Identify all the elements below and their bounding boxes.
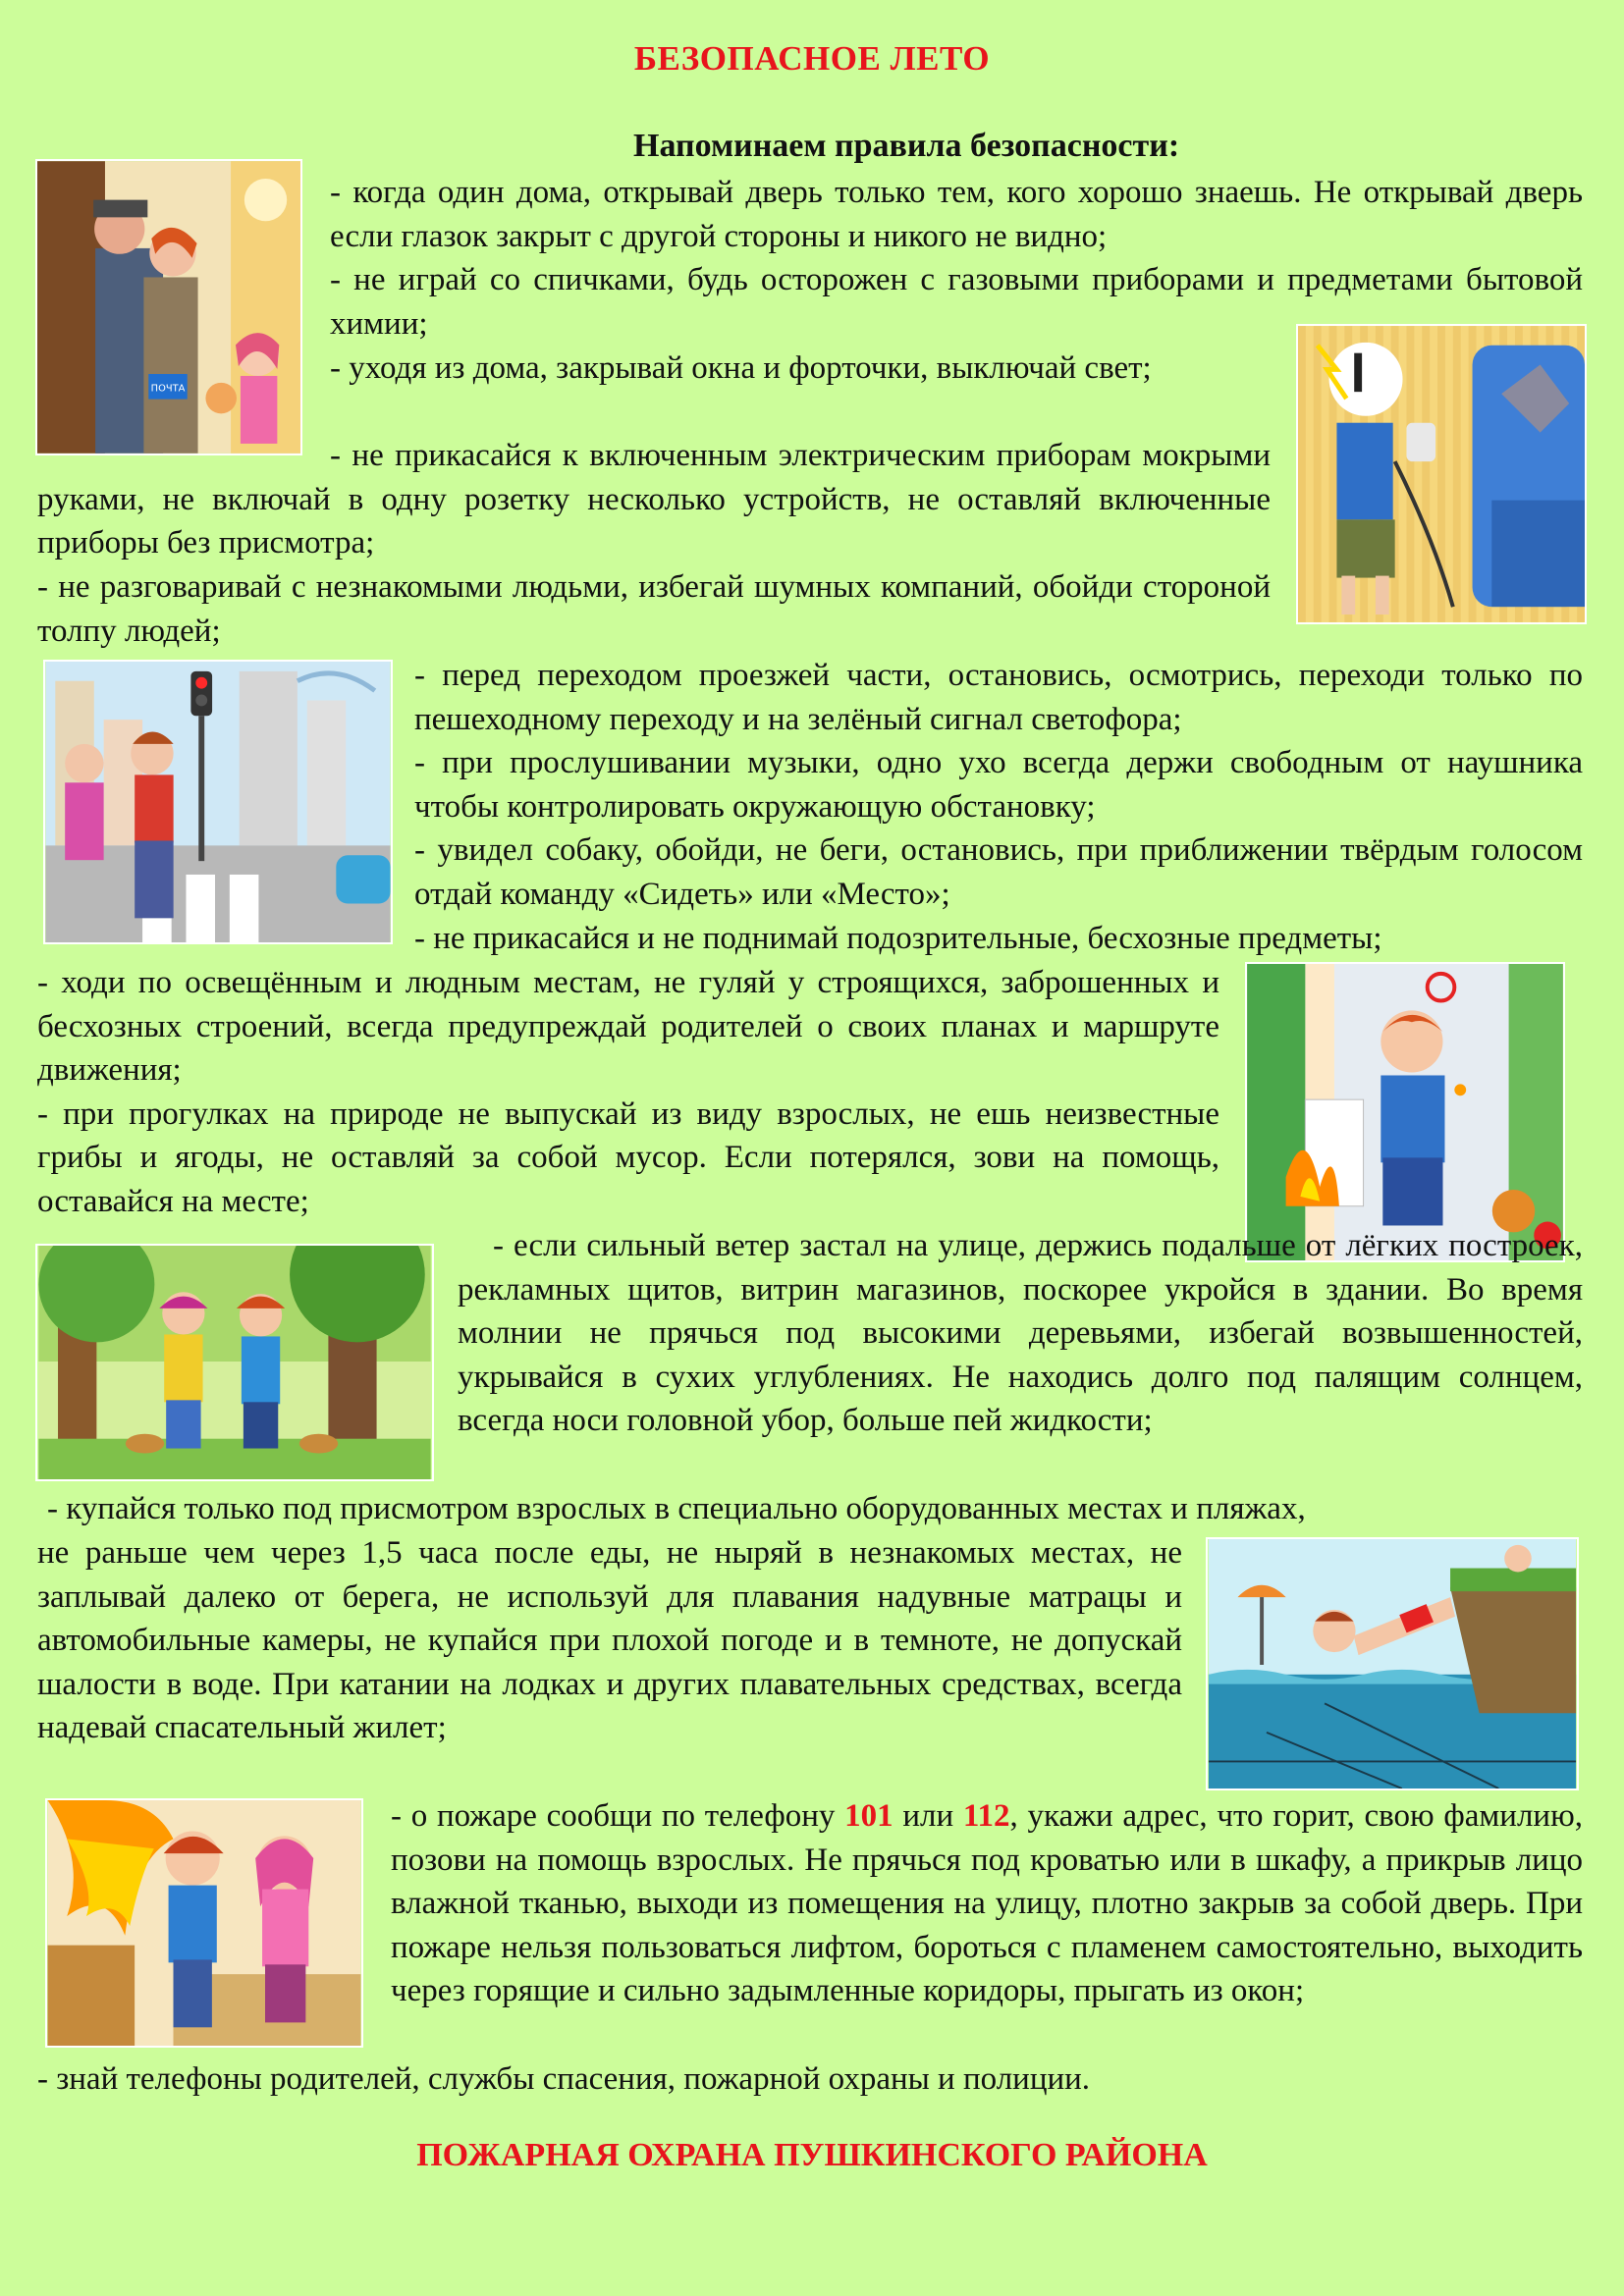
children-crosswalk-illustration: [43, 660, 393, 944]
boy-fire-icon: [1247, 964, 1563, 1260]
children-in-forest-illustration: [35, 1244, 434, 1481]
rule-text-part: - о пожаре сообщи по телефону: [391, 1798, 845, 1834]
rule-text: [391, 1794, 1583, 2013]
svg-text:ПОЧТА: ПОЧТА: [150, 383, 186, 395]
rule-text-part: , укажи адрес, что горит, свою фамилию, позови на помощь взрослых. Не прячься под кроватью или в шкафу, а прикрыв лицо влажной тканью, выходи из помещения на улицу, плотно закрыв за собой дверь. При пожаре нельзя пользоваться лифтом, бороться с пламенем самостоятельно, выходить через горящие и сильно задымленные коридоры, прыгать из окон;: [391, 1798, 1583, 2009]
diving-icon: [1208, 1539, 1577, 1789]
phone-112: 112: [962, 1798, 1010, 1834]
rule-text: не раньше чем через 1,5 часа после еды, не ныряй в незнакомых местах, не заплывай далеко от берега, не используй для плавания надувные матрацы и автомобильные камеры, не купайся при плохой погоде и в темноте, не допускай шалости в воде. При катании на лодках и других плавательных средствах, всегда надевай спасательный жилет;: [37, 1535, 1182, 1746]
rule-block-7: [458, 1224, 1583, 1443]
crosswalk-icon: [45, 662, 391, 942]
rule-text: - при прослушивании музыки, одно ухо всегда держи свободным от наушника чтобы контролировать окружающую обстановку;: [414, 745, 1583, 825]
rule-text: - не прикасайся и не поднимай подозрительные, бесхозные предметы;: [414, 920, 1382, 956]
rule-text: - если сильный ветер застал на улице, держись подальше от лёгких построек, рекламных щитов, витрин магазинов, поскорее укройся в здании. Во время молнии не прячься под высокими деревьями, избегай возвышенностей, укрывайся в сухих углублениях. Не находись долго под палящим солнцем, всегда носи головной убор, больше пей жидкости;: [458, 1228, 1583, 1439]
rule-block-1: [330, 171, 1583, 346]
rule-block-8b: [37, 1531, 1182, 1750]
rule-text: - купайся только под присмотром взрослых в специально оборудованных местах и пляжах,: [47, 1491, 1306, 1526]
rule-block-2: [330, 347, 1271, 391]
rule-block-3: [37, 434, 1271, 565]
forest-icon: [37, 1246, 432, 1479]
rule-block-6: [37, 961, 1219, 1224]
rule-text: - знай телефоны родителей, службы спасения, пожарной охраны и полиции.: [37, 2061, 1091, 2097]
boy-playing-with-fire-illustration: [1245, 962, 1565, 1262]
rule-block-8: [37, 1487, 1182, 1531]
rule-text: - увидел собаку, обойди, не беги, остановись, при приближении твёрдым голосом отдай команду «Сидеть» или «Место»;: [414, 832, 1583, 912]
boy-diving-illustration: [1206, 1537, 1579, 1790]
page-footer: ПОЖАРНАЯ ОХРАНА ПУШКИНСКОГО РАЙОНА: [416, 2137, 1208, 2173]
child-electric-shock-illustration: [1296, 324, 1587, 624]
rule-text: - когда один дома, открывай дверь только тем, кого хорошо знаешь. Не открывай дверь если глазок закрыт с другой стороны и никого не видно;: [330, 175, 1583, 254]
rule-block-4: [37, 565, 1271, 653]
rule-text: - перед переходом проезжей части, остановись, осмотрись, переходи только по пешеходному переходу и на зелёный сигнал светофора;: [414, 658, 1583, 737]
rule-text: - не разговаривай с незнакомыми людьми, избегай шумных компаний, обойди стороной толпу людей;: [37, 569, 1271, 649]
electric-shock-icon: [1298, 326, 1585, 622]
rule-text: - не играй со спичками, будь осторожен с газовыми приборами и предметами бытовой химии;: [330, 262, 1583, 342]
page-subtitle: Напоминаем правила безопасности:: [633, 128, 1180, 164]
rule-block-5: [414, 654, 1583, 960]
fire-escape-icon: [47, 1800, 361, 2046]
page-title: БЕЗОПАСНОЕ ЛЕТО: [633, 39, 991, 78]
rule-text-part: или: [893, 1798, 963, 1834]
children-escaping-fire-illustration: [45, 1798, 363, 2048]
rule-text: - при прогулках на природе не выпускай из виду взрослых, не ешь неизвестные грибы и ягоды, не оставляй за собой мусор. Если потерялся, зови на помощь, оставайся на месте;: [37, 1095, 1219, 1219]
rule-block-9: [391, 1794, 1583, 2013]
family-at-door-icon: [37, 161, 300, 454]
rule-text: - ходи по освещённым и людным местам, не гуляй у строящихся, заброшенных и бесхозных строений, всегда предупреждай родителей о своих планах и маршруте движения;: [37, 965, 1219, 1089]
rule-block-10: [37, 2057, 1583, 2102]
rule-text: - не прикасайся к включенным электрическим приборам мокрыми руками, не включай в одну розетку несколько устройств, не оставляй включенные приборы без присмотра;: [37, 438, 1271, 561]
phone-101: 101: [844, 1798, 893, 1834]
family-at-door-illustration: [35, 159, 302, 455]
rule-text: - уходя из дома, закрывай окна и форточки, выключай свет;: [330, 350, 1152, 386]
